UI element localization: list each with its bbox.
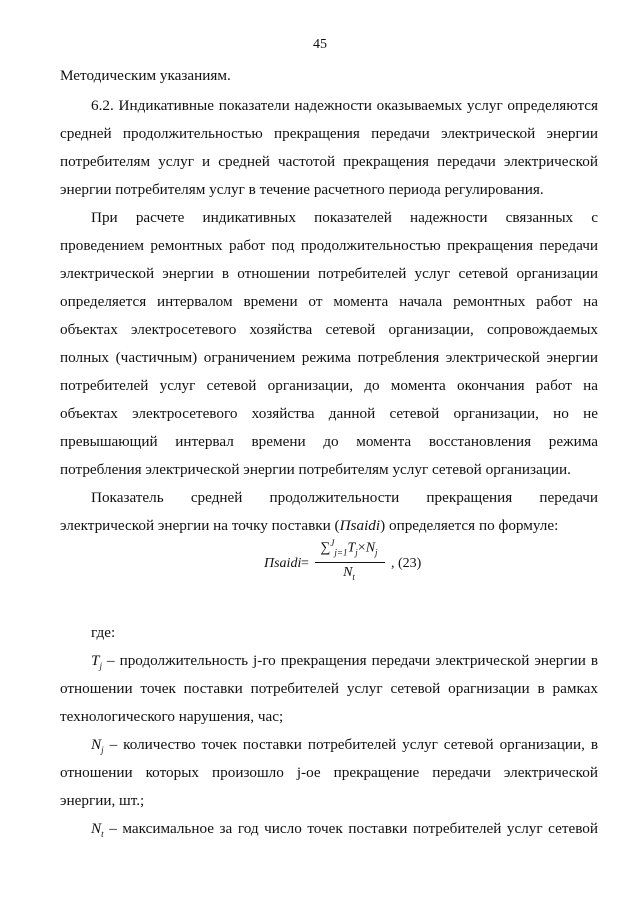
- var-n: N: [365, 540, 376, 556]
- text-line: потребления электрической энергии потребителям услуг сетевой организации.: [60, 461, 571, 478]
- sum-symbol: ∑: [320, 540, 331, 556]
- definition-tj: [91, 652, 598, 675]
- def-symbol: T: [91, 652, 100, 669]
- text-line: полных (частичным) ограничением режима потребления электрической энергии: [60, 349, 598, 366]
- formula-23: [0, 538, 640, 588]
- symbol-psaidi: Пsaidi: [339, 517, 381, 534]
- text-line: средней продолжительностью прекращения передачи электрической энергии: [60, 125, 598, 142]
- text-line: 6.2. Индикативные показатели надежности оказываемых услуг определяются: [91, 97, 598, 114]
- var-t: T: [347, 540, 356, 556]
- def-symbol-sub: t: [101, 829, 104, 840]
- formula-numerator: [313, 538, 385, 557]
- def-text: – максимальное за год число точек поставки потребителей услуг сетевой: [103, 820, 598, 837]
- var-nt-sub: t: [352, 571, 355, 582]
- text-line: [60, 517, 598, 535]
- text-line: технологического нарушения, час;: [60, 708, 284, 725]
- text-line: определяется интервалом времени от момента начала ремонтных работ на: [60, 293, 598, 310]
- text-segment: электрической энергии на точку поставки (: [60, 517, 340, 534]
- where-label: где:: [91, 624, 116, 641]
- var-nt: N: [343, 565, 353, 580]
- text-line: энергии, шт.;: [60, 792, 145, 809]
- text-line: потребителям услуг и средней частотой прекращения передачи электрической: [60, 153, 598, 170]
- sum-lower: j=1: [334, 547, 348, 558]
- def-text: – продолжительность j-го прекращения передачи электрической энергии в: [101, 652, 598, 669]
- text-line: отношении которых произошло j-ое прекращение передачи электрической: [60, 764, 598, 781]
- text-line: потребителей услуг сетевой организации, до момента окончания работ на: [60, 377, 598, 394]
- text-line: Методическим указаниям.: [60, 67, 231, 84]
- times-sign: ×: [357, 540, 366, 556]
- text-segment: ) определяется по формуле:: [380, 517, 559, 534]
- formula-equals: =: [301, 556, 309, 571]
- def-symbol: N: [91, 736, 102, 753]
- text-line: объектах электросетевого хозяйства сетевой организации, сопровождаемых: [60, 321, 598, 338]
- formula-lhs: Пsaidi: [264, 556, 302, 571]
- var-t-sub: j: [355, 547, 358, 558]
- text-line: энергии потребителям услуг в течение расчетного периода регулирования.: [60, 181, 544, 198]
- definition-nj: [91, 736, 598, 759]
- definition-nt: [91, 820, 598, 843]
- text-line: При расчете индикативных показателей надежности связанных с: [91, 209, 598, 226]
- sum-upper: J: [330, 538, 335, 548]
- var-n-sub: j: [375, 547, 378, 558]
- def-symbol: N: [91, 820, 102, 837]
- fraction-bar: [315, 562, 385, 563]
- text-line: электрической энергии в отношении потребителей услуг сетевой организации: [60, 265, 598, 282]
- def-symbol-sub: j: [99, 661, 102, 672]
- formula-denominator: [313, 565, 385, 582]
- def-symbol-sub: j: [101, 745, 104, 756]
- def-text: – количество точек поставки потребителей услуг сетевой организации, в: [103, 736, 598, 753]
- text-line: проведением ремонтных работ под продолжительностью прекращения передачи: [60, 237, 598, 254]
- text-line: Показатель средней продолжительности прекращения передачи: [91, 489, 598, 506]
- text-line: отношении точек поставки потребителей услуг сетевой орагнизации в рамках: [60, 680, 598, 697]
- text-line: превышающий интервал времени до момента восстановления режима: [60, 433, 598, 450]
- formula-number: , (23): [391, 556, 422, 571]
- text-line: объектах электросетевого хозяйства данной сетевой организации, но не: [60, 405, 598, 422]
- page-number: 45: [313, 37, 327, 52]
